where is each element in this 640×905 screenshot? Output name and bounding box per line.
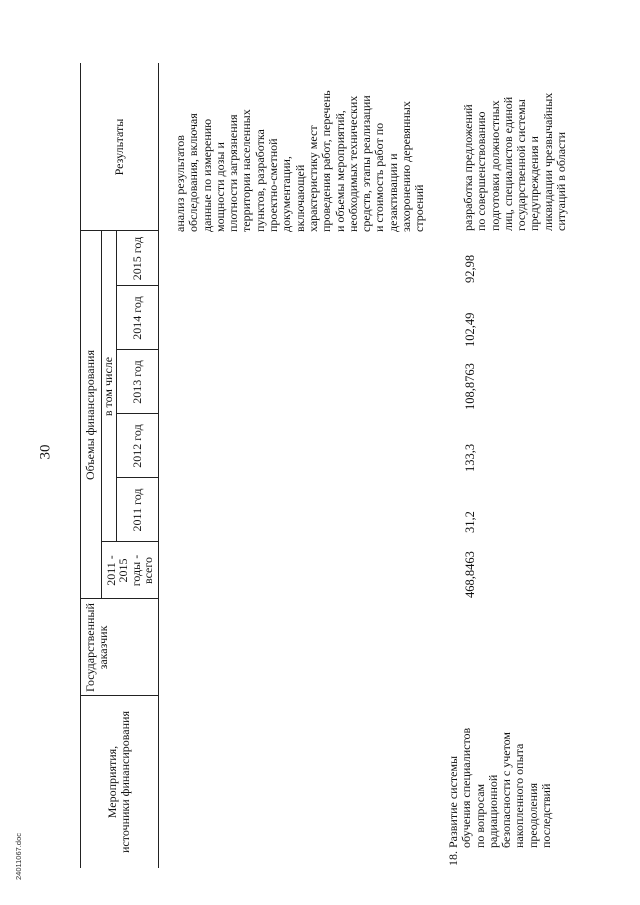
- page-number: 30: [37, 444, 54, 460]
- header-including: в том числе: [101, 356, 115, 417]
- header-year-2011: 2011 год: [129, 488, 144, 532]
- header-funding-volume: Объемы финансирования: [83, 350, 97, 480]
- row-value-2013: 108,8763: [463, 363, 477, 410]
- header-year-2012: 2012 год: [129, 424, 144, 468]
- row-value-2014: 102,49: [463, 312, 477, 347]
- row-total: 468,8463: [463, 551, 477, 598]
- row-value-2012: 133,3: [463, 443, 477, 472]
- header-year-2014: 2014 год: [129, 296, 144, 340]
- document-footer: 24011067.doc: [14, 833, 23, 880]
- header-measures: Мероприятия, источники финансирования: [105, 711, 132, 853]
- continuation-results: анализ результатов обследования, включая данные по измерению мощности дозы и плотности загрязнения территории населенных пунктов, разработка проектно-сметной документации, включающей характеристику мест проведения работ, перечень и объемы мероприятий, необходимых технических средств, этапы реализации и стоимость работ по дезактивации и захоронению деревянных строений: [173, 90, 427, 232]
- row-value-2011: 31,2: [463, 511, 477, 533]
- table-header-rule: [158, 63, 159, 868]
- header-year-2013: 2013 год: [129, 360, 144, 404]
- rotated-table-page: [80, 63, 620, 868]
- header-results: Результаты: [111, 118, 126, 176]
- row-value-2015: 92,98: [463, 254, 477, 283]
- table-grid: [80, 63, 620, 868]
- header-year-2015: 2015 год: [129, 236, 144, 281]
- header-customer: Государственный заказчик: [83, 603, 110, 692]
- header-total: 2011 - 2015 годы - всего: [103, 554, 155, 587]
- row-number: 18.: [446, 851, 460, 866]
- row-results: разработка предложений по совершенствованию подготовки должностных лиц, специалистов единой государственной системы предупреждения и ликвидации чрезвычайных ситуаций в области: [461, 92, 569, 231]
- row-measure: Развитие системы обучения специалистов по вопросам радиационной безопасности с учетом накопленного опыта преодоления последствий: [446, 727, 554, 848]
